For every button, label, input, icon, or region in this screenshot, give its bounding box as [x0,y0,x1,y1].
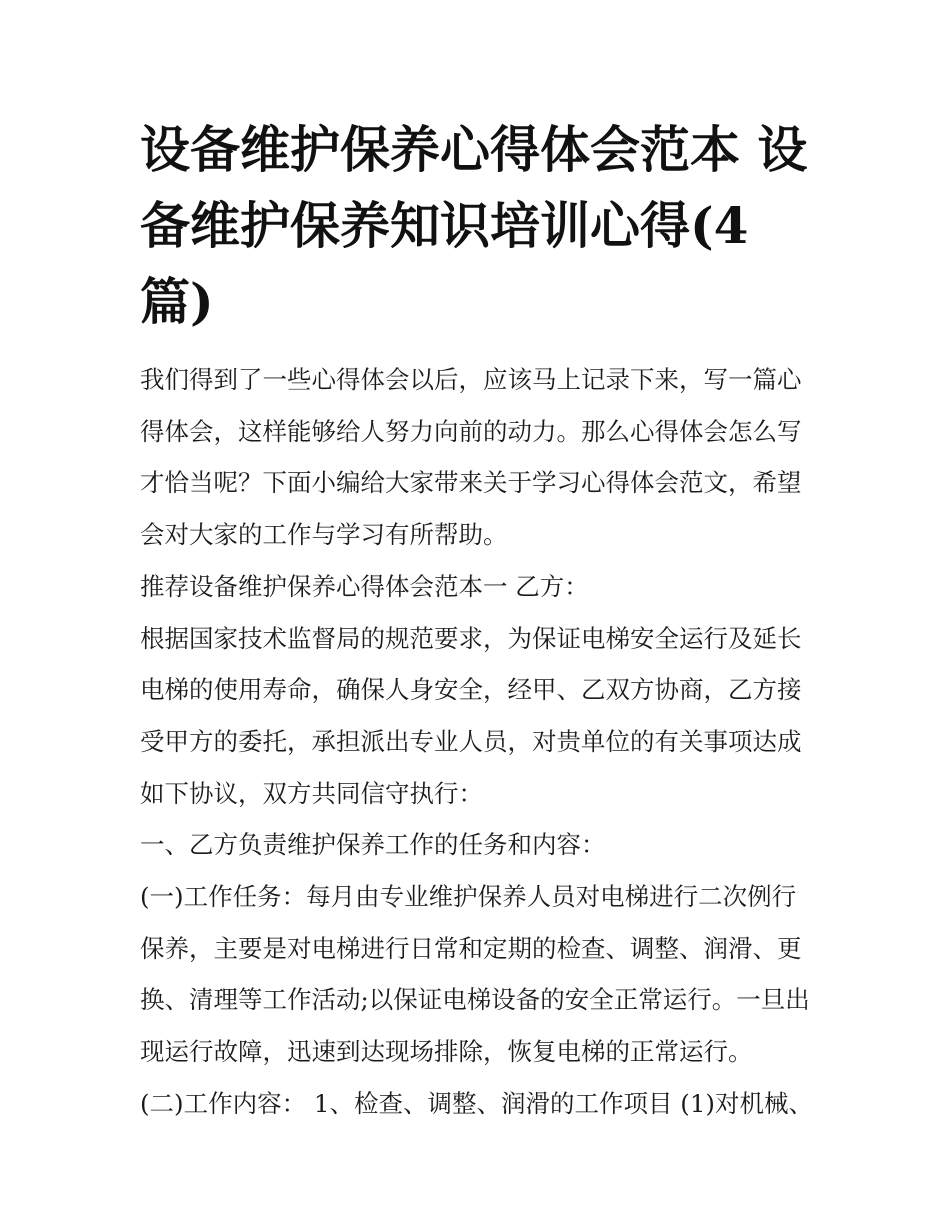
document-title: 设备维护保养心得体会范本 设备维护保养知识培训心得(4篇) [140,120,808,331]
paragraph-work-content: (二)工作内容： 1、检查、调整、润滑的工作项目 (1)对机械、 [140,1088,813,1118]
paragraph-intro: 我们得到了一些心得体会以后，应该马上记录下来，写一篇心得体会，这样能够给人努力向前的动力。那么心得体会怎么写才恰当呢？下面小编给大家带来关于学习心得体会范文，希望会对大家的工作与学习有所帮助。 [140,365,802,550]
paragraph-section-one: 一、乙方负责维护保养工作的任务和内容： [140,830,606,860]
paragraph-recommend-heading: 推荐设备维护保养心得体会范本一 乙方： [140,571,589,601]
paragraph-work-task: (一)工作任务：每月由专业维护保养人员对电梯进行二次例行保养，主要是对电梯进行日常和定期的检查、调整、润滑、更换、清理等工作活动;以保证电梯设备的安全正常运行。一旦出现运行故障，迅速到达现场排除，恢复电梯的正常运行。 [140,882,810,1067]
document-body [140,354,820,1130]
paragraph-agreement: 根据国家技术监督局的规范要求，为保证电梯安全运行及延长电梯的使用寿命，确保人身安全，经甲、乙双方协商，乙方接受甲方的委托，承担派出专业人员，对贵单位的有关事项达成如下协议，双方共同信守执行： [140,623,802,808]
